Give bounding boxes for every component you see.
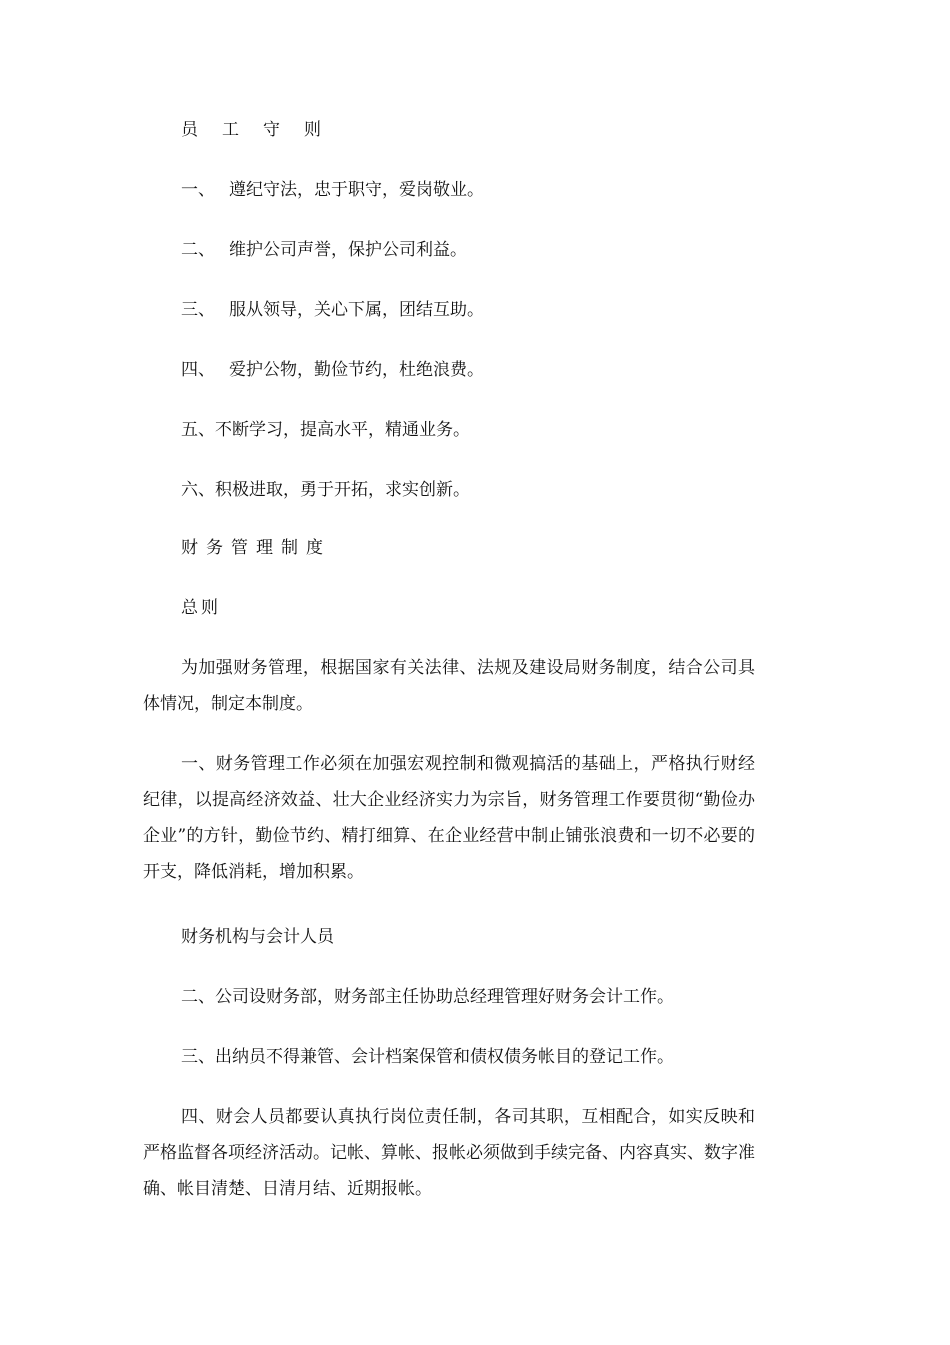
- clause-1: 一、财务管理工作必须在加强宏观控制和微观搞活的基础上，严格执行财经纪律，以提高经济效益、壮大企业经济实力为宗旨，财务管理工作要贯彻“勤俭办企业”的方针，勤俭节约、精打细算、在企业经营中制止铺张浪费和一切不必要的开支，降低消耗，增加积累。: [143, 754, 755, 882]
- clause-2: 二、公司设财务部，财务部主任协助总经理管理好财务会计工作。: [181, 987, 674, 1007]
- rule-item-6: [181, 478, 470, 502]
- rule-number: 二、: [181, 240, 215, 260]
- rule-text: 积极进取，勇于开拓，求实创新。: [215, 480, 470, 500]
- rule-text: 不断学习，提高水平，精通业务。: [215, 420, 470, 440]
- rule-text: 爱护公物，勤俭节约，杜绝浪费。: [229, 360, 484, 380]
- rule-text: 服从领导，关心下属，团结互助。: [229, 300, 484, 320]
- clause-4: 四、财会人员都要认真执行岗位责任制，各司其职，互相配合，如实反映和严格监督各项经济活动。记帐、算帐、报帐必须做到手续完备、内容真实、数字准确、帐目清楚、日清月结、近期报帐。: [143, 1107, 755, 1199]
- rule-number: 三、: [181, 300, 215, 320]
- rule-number: 一、: [181, 180, 215, 200]
- rule-item-3: [181, 298, 484, 322]
- section-title-employee-rules: 员工守则: [181, 120, 345, 140]
- rule-item-2: [181, 238, 467, 262]
- rule-item-1: [181, 178, 484, 202]
- clause-3: 三、出纳员不得兼管、会计档案保管和债权债务帐目的登记工作。: [181, 1047, 674, 1067]
- rule-item-5: [181, 418, 470, 442]
- rule-item-4: [181, 358, 484, 382]
- rule-text: 遵纪守法，忠于职守，爱岗敬业。: [229, 180, 484, 200]
- subtitle-general: 总则: [181, 598, 221, 618]
- rule-text: 维护公司声誉，保护公司利益。: [229, 240, 467, 260]
- rule-number: 四、: [181, 360, 215, 380]
- rule-number: 五、: [181, 420, 215, 440]
- intro-paragraph: 为加强财务管理，根据国家有关法律、法规及建设局财务制度，结合公司具体情况，制定本制度。: [143, 658, 755, 714]
- section-title-finance: 财务管理制度: [181, 538, 331, 558]
- rule-number: 六、: [181, 480, 215, 500]
- heading-finance-org: 财务机构与会计人员: [181, 927, 334, 947]
